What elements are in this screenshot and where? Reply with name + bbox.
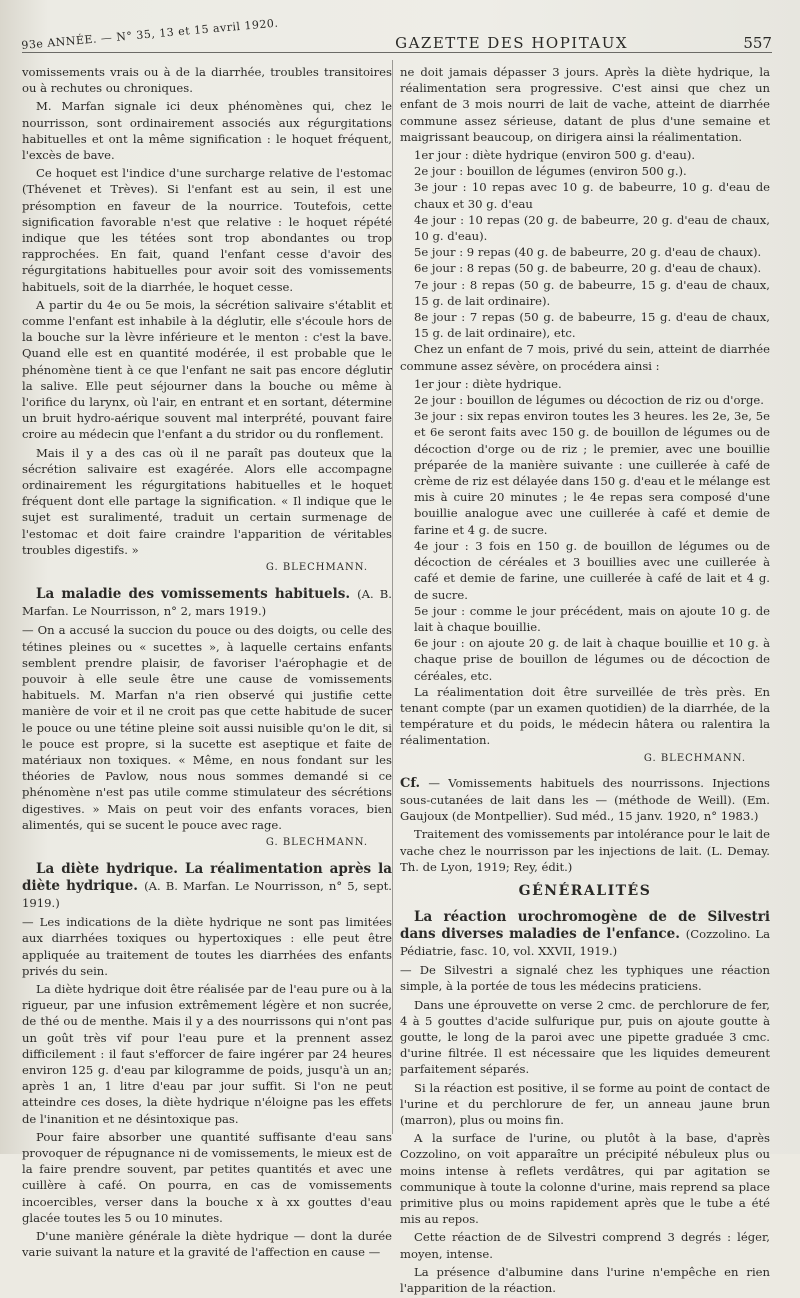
paragraph: Chez un enfant de 7 mois, privé du sein, atteint de diarrhée commune assez sévère, on procédera ainsi :: [400, 342, 770, 373]
issue-line: 93e ANNÉE. — N° 35, 13 et 15 avril 1920.: [20, 16, 279, 52]
author-signature: G. BLECHMANN.: [265, 836, 368, 848]
heading-citation: (A. B. Marfan. Le Nourrisson, n° 5, sept. 1919.): [22, 879, 392, 911]
heading-citation: (Cozzolino. La Pédiatrie, fasc. 10, vol. XXVII, 1919.): [400, 927, 771, 959]
regimen-step: 2e jour : bouillon de légumes (environ 500 g.).: [414, 164, 687, 179]
left-column: [22, 64, 392, 1262]
regimen-step: 6e jour : on ajoute 20 g. de lait à chaque bouillie et 10 g. à chaque prise de bouillon de légumes ou de décoction de céréales, etc.: [414, 636, 770, 683]
paragraph: — De Silvestri a signalé chez les typhiques une réaction simple, à la portée de tous les médecins praticiens.: [400, 963, 770, 994]
regimen-step: 3e jour : six repas environ toutes les 3 heures. les 2e, 3e, 5e et 6e seront faits avec 150 g. de bouillon de légumes ou de décoction d'orge ou de riz ; le premier, avec une bouillie préparée de la manière suivante : une cuillerée à café de crème de riz est délayée dans 150 g. d'eau et le mélange est mis à cuire 20 minutes ; le 4e repas sera composé d'une bouillie analogue avec une cuillerée à café et demie de farine et 4 g. de sucre.: [414, 409, 770, 537]
journal-title: GAZETTE DES HOPITAUX: [395, 34, 629, 52]
author-signature: G. BLECHMANN.: [643, 752, 746, 764]
paragraph: D'une manière générale la diète hydrique — dont la durée varie suivant la nature et la gravité de l'affection en cause —: [22, 1229, 392, 1260]
paragraph: M. Marfan signale ici deux phénomènes qui, chez le nourrisson, sont ordinairement associés aux régurgitations habituelles et ont la même signification : le hoquet fréquent, l'excès de bave.: [22, 99, 392, 163]
paragraph: vomissements vrais ou à de la diarrhée, troubles transitoires ou à rechutes ou chroniques.: [22, 65, 392, 96]
heading-title: La réaction urochromogène de de Silvestri dans diverses maladies de l'enfance.: [400, 909, 770, 943]
regimen-step: 7e jour : 8 repas (50 g. de babeurre, 15 g. d'eau de chaux, 15 g. de lait ordinaire).: [414, 277, 770, 308]
heading-title: La maladie des vomissements habituels.: [36, 586, 351, 603]
page-header: [20, 16, 772, 52]
paragraph: — On a accusé la succion du pouce ou des doigts, ou celle des tétines pleines ou « sucettes », à laquelle certains enfants semblent prendre plaisir, de favoriser l'aérophagie et de pouvoir à elle seule être une cause de vomissements habituels. M. Marfan n'a rien observé qui justifie cette manière de voir et il ne croit pas que cette habitude de sucer le pouce ou une tétine pleine soit aussi nuisible qu'on le dit, si le pouce est propre, si la sucette est aseptique et faite de matériaux non toxiques. « Même, en nous fondant sur les théories de Pavlow, nous nous sommes demandé si ce phénomène n'est pas utile comme stimulateur des sécrétions digestives. » Mais on peut voir des enfants voraces, bien alimentés, qui se sucent le pouce avec rage.: [22, 623, 392, 832]
regimen-step: 1er jour : diète hydrique (environ 500 g. d'eau).: [414, 148, 696, 163]
regimen-step: 5e jour : comme le jour précédent, mais on ajoute 10 g. de lait à chaque bouillie.: [414, 603, 770, 634]
regimen-step: 6e jour : 8 repas (50 g. de babeurre, 20 g. d'eau de chaux).: [414, 261, 762, 276]
paragraph: Cette réaction de de Silvestri comprend 3 degrés : léger, moyen, intense.: [400, 1230, 770, 1261]
regimen-step: 3e jour : 10 repas avec 10 g. de babeurre, 10 g. d'eau de chaux et 30 g. d'eau: [414, 180, 770, 211]
paragraph: La présence d'albumine dans l'urine n'empêche en rien l'apparition de la réaction.: [400, 1264, 770, 1296]
page-number: 557: [743, 34, 772, 52]
section-heading: GÉNÉRALITÉS: [518, 882, 652, 899]
cf-text: — Vomissements habituels des nourrissons. Injections sous-cutanées de lait dans les — (méthode de Weill). (Em. Gaujoux (de Montpellier). Sud méd., 15 janv. 1920, n° 1983.): [400, 775, 770, 824]
regimen-step: 5e jour : 9 repas (40 g. de babeurre, 20 g. d'eau de chaux).: [414, 245, 762, 260]
author-signature: G. BLECHMANN.: [265, 562, 368, 574]
paragraph: Si la réaction est positive, il se forme au point de contact de l'urine et du perchlorure de fer, un anneau jaune brun (marron), plus ou moins fin.: [400, 1080, 770, 1127]
paragraph: Pour faire absorber une quantité suffisante d'eau sans provoquer de répugnance ni de vomissements, le mieux est de la faire prendre souvent, par petites quantités et avec une cuillère à café. On pourra, en cas de vomissements incoercibles, verser dans la bouche x à xx gouttes d'eau glacée toutes les 5 ou 10 minutes.: [22, 1129, 392, 1225]
paragraph: Dans une éprouvette on verse 2 cmc. de perchlorure de fer, 4 à 5 gouttes d'acide sulfurique pur, puis on ajoute goutte à goutte, le long de la paroi avec une pipette graduée 3 cmc. d'urine filtrée. Il est nécessaire que les liquides demeurent parfaitement séparés.: [400, 997, 770, 1077]
article-heading: [22, 861, 392, 912]
right-column: [400, 64, 770, 1298]
paragraph: La diète hydrique doit être réalisée par de l'eau pure ou à la rigueur, par une infusion extrêmement légère et non sucrée, de thé ou de menthe. Mais il y a des nourrissons qui n'ont pas un goût très vif pour l'eau pure et la prennent assez difficilement : il faut s'efforcer de faire ingérer par 24 heures environ 125 g. d'eau par kilogramme de poids, jusqu'à un an; après 1 an, 1 litre d'eau par jour suffit. Si l'on ne peut atteindre ces doses, la diète hydrique n'éloigne pas les effets de l'inanition et ne désintoxique pas.: [22, 981, 392, 1126]
regimen-step: 1er jour : diète hydrique.: [414, 376, 562, 391]
paragraph: A la surface de l'urine, ou plutôt à la base, d'après Cozzolino, on voit apparaître un précipité nébuleux plus ou moins intense à reflets verdâtres, qui par agitation se communique à toute la colonne d'urine, mais reprend sa place primitive plus ou moins rapidement après que le tube a été mis au repos.: [400, 1131, 770, 1227]
cf-label: Cf.: [400, 775, 421, 791]
regimen-step: 2e jour : bouillon de légumes ou décoction de riz ou d'orge.: [414, 393, 764, 408]
heading-title: La diète hydrique. La réalimentation après la diète hydrique.: [22, 861, 392, 895]
cf-note: [400, 775, 770, 825]
column-divider: [392, 60, 393, 1134]
paragraph: ne doit jamais dépasser 3 jours. Après la diète hydrique, la réalimentation sera progressive. C'est ainsi que chez un enfant de 3 mois nourri de lait de vache, atteint de diarrhée commune assez sérieuse, datant de plus d'une semaine et maigrissant beaucoup, on dirigera ainsi la réalimentation.: [400, 65, 770, 144]
paragraph: Mais il y a des cas où il ne paraît pas douteux que la sécrétion salivaire est exagérée. Alors elle accompagne ordinairement les régurgitations habituelles et le hoquet fréquent dont elle partage la signification. « Il indique que le sujet est suralimenté, traduit un certain surmenage de l'estomac et doit faire craindre l'apparition de véritables troubles digestifs. »: [22, 445, 392, 557]
paragraph: Traitement des vomissements par intolérance pour le lait de vache chez le nourrisson par les injections de lait. (L. Demay. Th. de Lyon, 1919; Rey, édit.): [400, 827, 770, 874]
paragraph: Ce hoquet est l'indice d'une surcharge relative de l'estomac (Thévenet et Trèves). Si l'enfant est au sein, il est une présomption en faveur de la nourrice. Toutefois, cette signification favorable n'est que relative : le hoquet répété indique que les tétées sont trop abondantes ou trop rapprochées. En fait, quand l'enfant cesse d'avoir des régurgitations habituelles pour avoir soit des vomissements habituels, soit de la diarrhée, le hoquet cesse.: [22, 166, 392, 294]
header-rule: [22, 52, 772, 53]
article-heading: [22, 586, 392, 620]
regimen-step: 4e jour : 3 fois en 150 g. de bouillon de légumes ou de décoction de céréales et 3 bouillies avec une cuillerée à café et demie de farine, une cuillerée à café de lait et 4 g. de sucre.: [414, 538, 770, 602]
regimen-step: 8e jour : 7 repas (50 g. de babeurre, 15 g. d'eau de chaux, 15 g. de lait ordinaire), etc.: [414, 310, 770, 341]
heading-citation: (A. B. Marfan. Le Nourrisson, n° 2, mars 1919.): [22, 587, 392, 619]
paragraph: La réalimentation doit être surveillée de très près. En tenant compte (par un examen quotidien) de la diarrhée, de la température et du poids, le médecin hâtera ou ralentira la réalimentation.: [400, 684, 770, 748]
article-heading: [400, 909, 770, 960]
paragraph: A partir du 4e ou 5e mois, la sécrétion salivaire s'établit et comme l'enfant est inhabile à la déglutir, elle s'écoule hors de la bouche sur la lèvre inférieure et le menton : c'est la bave. Quand elle est en quantité modérée, il est probable que le phénomène tient à ce que l'enfant ne sait pas encore déglutir la salive. Elle peut séjourner dans la bouche ou même à l'orifice du larynx, où l'air, en entrant et en sortant, détermine un bruit hydro-aérique souvent mal interprété, pouvant faire croire au médecin que l'enfant a du stridor ou du ronflement.: [22, 297, 392, 442]
paragraph: — Les indications de la diète hydrique ne sont pas limitées aux diarrhées toxiques ou hypertoxiques : elle peut être appliquée au traitement de toutes les diarrhées des enfants privés du sein.: [22, 915, 392, 978]
regimen-step: 4e jour : 10 repas (20 g. de babeurre, 20 g. d'eau de chaux, 10 g. d'eau).: [414, 212, 770, 244]
